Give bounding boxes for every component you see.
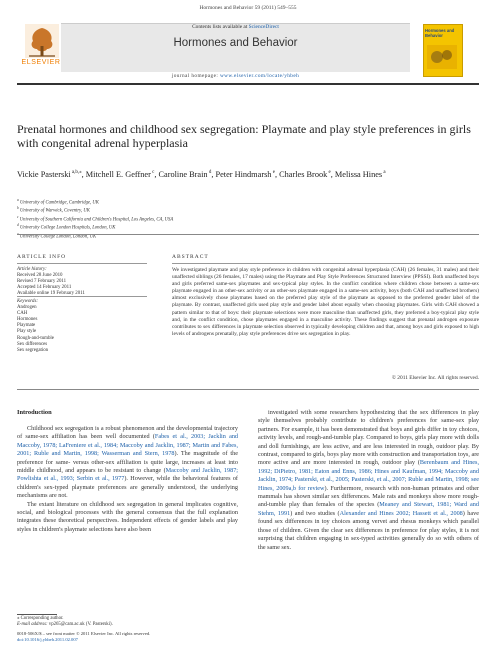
cover-art-icon bbox=[427, 45, 457, 69]
keyword: Rough-and-tumble bbox=[17, 335, 54, 341]
abstract-text: We investigated playmate and play style preference in children with congenital adrenal hyperplasia (CAH) (26 females, 31 males) and their unaffected siblings (26 females, 17 males) using the Playmate and Play Style Preferences Structured Interview (PPSSI). Both unaffected boys and girls preferred same-sex playmates and sex-typical play styles. In the conflict condition where children chose between a same-sex playmate engaged in an other-sex activity or an other-sex playmate engaged in a same-sex activity, boys (both CAH and unaffected brothers) almost exclusively chose playmates based on the preferred play style of the playmate as opposed to the preferred gender label of the playmate. By contrast, unaffected girls used play style and gender label about equally when choosing playmates. Girls with CAH showed a pattern similar to that of boys: their playmate selections were more masculine than unaffected girls, they preferred a boy-typical play style and, in the conflict condition, chose playmates engaged in a masculine activity. These findings suggest that prenatal androgen exposure contributes to sex differences in playmate selection observed in typically developing children and that, among boys and girls exposed to high levels of androgens prenatally, play style preferences drive sex segregation in play. bbox=[172, 267, 479, 337]
publication-info bbox=[17, 631, 277, 643]
article-title: Prenatal hormones and childhood sex segregation: Playmate and play style preferences in girls with congenital adrenal hyperplasia bbox=[17, 122, 471, 151]
author-affiliation-marker: a,b,⁎ bbox=[70, 170, 82, 175]
affiliation-text: University of Cambridge, Cambridge, UK bbox=[18, 200, 99, 206]
body-text: Childhood sex segregation is a robust phenomenon and the developmental trajectory of same-sex affiliation has been well documented ( bbox=[17, 425, 238, 441]
body-text: ) have found sex differences in toy choices among vervet and rhesus monkeys which parallel those of children. Given the clear sex differences in preference for play styles, it is not surprising that children engaging in sex-typed activities generally do so with others of the same sex. bbox=[258, 509, 479, 551]
affiliation-text: University of Warwick, Coventry, UK bbox=[18, 209, 90, 215]
keywords-block bbox=[17, 299, 152, 354]
body-paragraph bbox=[17, 501, 238, 535]
email-address[interactable]: vp265@cam.ac.uk (V. Pasterski). bbox=[47, 621, 113, 627]
author-affiliation-marker: c bbox=[150, 170, 155, 175]
author-name[interactable]: Peter Hindmarsh bbox=[215, 169, 272, 179]
journal-reference: Hormones and Behavior 59 (2011) 549–555 bbox=[199, 5, 297, 11]
issn-line: 0018-506X/$ – see front matter © 2011 Elsevier Inc. All rights reserved. bbox=[17, 631, 151, 636]
author-name[interactable]: Caroline Brain bbox=[158, 169, 208, 179]
citation-link[interactable]: Fabes et al., 2003; Jacklin and Maccoby, 1978; LaFreniere et al., 1984; Maccoby and Jacklin, 1987; Martin and Fabes, 2001; Ruble and Martin, 1998; Wasserman and Stern, 1978 bbox=[17, 433, 239, 458]
body-column-right bbox=[258, 409, 479, 552]
history-item: Received 28 June 2010 bbox=[17, 273, 63, 279]
body-text: ). However, while the behavioral features of children's sex-typed playmate preferences are generally understood, the underlying mechanisms are not. bbox=[17, 475, 238, 500]
affiliation-text: University College London, London, UK bbox=[18, 234, 97, 240]
affiliation bbox=[17, 223, 437, 231]
author[interactable] bbox=[335, 170, 386, 179]
contents-prefix: Contents lists available at bbox=[192, 24, 249, 30]
author-name[interactable]: Melissa Hines bbox=[334, 169, 383, 179]
affiliation-text: University College London Hospitals, London, UK bbox=[18, 225, 116, 231]
article-history bbox=[17, 267, 152, 297]
abstract-copyright: © 2011 Elsevier Inc. All rights reserved. bbox=[391, 375, 479, 381]
keyword: Androgen bbox=[17, 305, 37, 311]
keyword: Playmate bbox=[17, 323, 36, 329]
body-text: ). Furthermore, research with non-human primates and other mammals has shown similar sex differences. Male rats and monkeys show more rough-and-tumble play than females of the species ( bbox=[258, 484, 480, 509]
author-name[interactable]: Vickie Pasterski bbox=[17, 169, 71, 179]
body-text: investigated with some researchers hypothesizing that the sex differences in play style themselves probably contribute to children's preferences for same-sex play partners. For example, it has been demonstrated that boys and girls differ in toy choices, activity levels, and rough-and-tumble play. Compared to boys, girls play more with dolls and doll furnishings, are less active, and are less interested in rough, outdoor play. By contrast, compared to girls, boys play more with construction and transportation toys, are more active and are more interested in rough, outdoor play ( bbox=[258, 409, 479, 467]
history-label: Article history: bbox=[17, 267, 47, 272]
article-info-heading: ARTICLE INFO bbox=[17, 254, 67, 260]
author[interactable] bbox=[86, 170, 155, 179]
footnote-marker: ⁎ bbox=[17, 616, 20, 621]
section-heading-introduction: Introduction bbox=[17, 409, 52, 416]
author-affiliation-marker: e bbox=[327, 170, 331, 175]
footnote-text: Corresponding author. bbox=[19, 616, 64, 621]
history-item: Available online 19 February 2011 bbox=[17, 291, 85, 297]
cover-title: Hormones and Behavior bbox=[425, 28, 455, 38]
keyword: Sex differences bbox=[17, 341, 48, 347]
journal-name: Hormones and Behavior bbox=[173, 37, 298, 49]
abstract-rule bbox=[172, 263, 479, 264]
keywords-list bbox=[17, 305, 152, 354]
affiliation-text: University of Southern California and Children's Hospital, Los Angeles, CA, USA bbox=[18, 217, 174, 223]
article-info-rule bbox=[17, 263, 147, 264]
elsevier-wordmark: ELSEVIER bbox=[21, 59, 61, 66]
keyword: Sex segregation bbox=[17, 347, 49, 353]
header-rule bbox=[17, 83, 479, 85]
affiliation-marker: a bbox=[17, 198, 19, 202]
body-paragraph bbox=[258, 409, 479, 552]
affiliation-marker: b bbox=[17, 206, 19, 211]
citation-link[interactable]: Meaney and Stewart, 1981; Ward and Stehm, 1991 bbox=[258, 501, 479, 517]
homepage-link[interactable]: www.elsevier.com/locate/yhbeh bbox=[219, 73, 300, 79]
affiliation bbox=[17, 206, 437, 214]
body-paragraph bbox=[17, 425, 238, 501]
affiliation bbox=[17, 215, 437, 223]
journal-homepage bbox=[61, 73, 410, 79]
affiliation-marker: c bbox=[17, 214, 19, 219]
keywords-label: Keywords: bbox=[17, 299, 39, 304]
history-item: Accepted 14 February 2011 bbox=[17, 285, 72, 291]
homepage-prefix: journal homepage: bbox=[171, 73, 220, 79]
email-label: E-mail address: bbox=[17, 621, 48, 627]
author-affiliation-marker: a bbox=[382, 170, 386, 175]
author-affiliation-marker: e bbox=[271, 170, 275, 175]
keyword: Play style bbox=[17, 329, 37, 335]
author-name[interactable]: Mitchell E. Geffner bbox=[85, 169, 151, 179]
citation-link[interactable]: Alexander and Hines 2002; Hassett et al., 2008 bbox=[339, 509, 463, 517]
elsevier-tree-icon bbox=[25, 24, 59, 58]
footnote-rule bbox=[17, 614, 57, 615]
body-rule bbox=[17, 389, 479, 390]
author-list: Vickie Pasterski $^{a,b,⁎}$, Mitchell E. Geffner $^c$, Caroline Brain $^d$, Peter Hindmarsh $^e$, Charles Brook $^e$, Melissa Hines $^a$ bbox=[17, 169, 386, 179]
footnote bbox=[17, 616, 238, 628]
doi-link[interactable]: doi:10.1016/j.yhbeh.2011.02.007 bbox=[17, 636, 78, 642]
body-text: ) and two studies ( bbox=[290, 509, 340, 517]
keyword: CAH bbox=[17, 311, 28, 317]
citation-link[interactable]: Maccoby and Jacklin, 1987; Powlishta et al., 1993; Serbin et al., 1977 bbox=[17, 467, 239, 483]
author[interactable] bbox=[279, 170, 331, 179]
keyword: Hormones bbox=[17, 317, 38, 323]
author-name[interactable]: Charles Brook bbox=[279, 169, 328, 179]
body-text: The extant literature on childhood sex segregation in general implicates cognitive, social, and biological processes with the general consensus that the full explanation integrates these theoretical perspectives. Independent effects of gender labels and play styles in children's playmate selections have also been bbox=[17, 500, 238, 533]
keywords-rule bbox=[17, 296, 147, 297]
body-column-left bbox=[17, 425, 238, 534]
abstract-heading: ABSTRACT bbox=[172, 254, 209, 260]
history-item: Revised 7 February 2011 bbox=[17, 279, 67, 285]
affiliation bbox=[17, 198, 437, 206]
author[interactable] bbox=[215, 170, 274, 179]
body-text: ). The magnitude of the preference for same- versus other-sex affiliation is quite large, increases at least into middle childhood, and appears to be resistant to change ( bbox=[17, 450, 238, 475]
citation-link[interactable]: Berenbaum and Hines, 1992; DiPietro, 1981; Eaton and Enns, 1986; Hines and Kaufman, 1994; Maccoby and Jacklin, 1974; Pasterski, et al., 2005; Pasterski, et al., 2007; Ruble and Martin, 1998; see Hines, 2009a,b for review bbox=[258, 459, 480, 492]
author[interactable] bbox=[158, 170, 211, 179]
contents-line bbox=[61, 24, 410, 30]
affiliation-rule bbox=[17, 234, 479, 235]
sciencedirect-link[interactable]: ScienceDirect bbox=[248, 24, 279, 30]
author[interactable] bbox=[17, 170, 82, 179]
author-affiliation-marker: d bbox=[207, 170, 212, 175]
affiliation-marker: d bbox=[17, 223, 19, 228]
history-list bbox=[17, 273, 152, 297]
